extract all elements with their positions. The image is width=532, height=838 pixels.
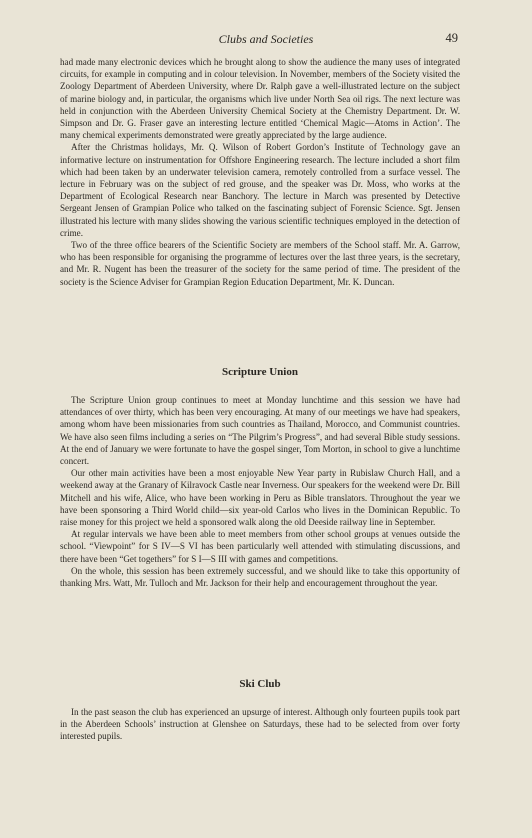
section-heading-ski-club: Ski Club bbox=[239, 678, 281, 690]
paragraph: had made many electronic devices which he brought along to show the audience the many uses of integrated circuits, for example in computing and in colour television. In November, members of the Society visited the Zoology Department of Aberdeen University, where Dr. Ralph gave a well-illustrated lecture on the subject of marine biology and, in particular, the organisms which live under North Sea oil rigs. The next lecture was held in conjunction with the Aberdeen University Chemical Society at the Chemistry Department. Dr. W. Simpson and Dr. G. Fraser gave an interesting lecture entitled ‘Chemical Magic—Atoms in Action’. The many chemical experiments demonstrated were greatly appreciated by the large audience. bbox=[60, 57, 460, 141]
paragraph: Our other main activities have been a most enjoyable New Year party in Rubislaw Church Hall, and a weekend away at the Granary of Kilravock Castle near Inverness. Our speakers for the weekend were Dr. Bill Mitchell and his wife, Alice, who have been working in Peru as Bible translators. Throughout the year we have been sponsoring a Third World child—six year-old Carlos who lives in the Dominican Republic. To raise money for this project we held a sponsored walk along the old Deeside railway line in September. bbox=[60, 468, 460, 528]
ski-club-section bbox=[60, 706, 460, 743]
scientific-society-section bbox=[60, 56, 460, 288]
page-content bbox=[60, 56, 460, 742]
paragraph: Two of the three office bearers of the Scientific Society are members of the School staff. Mr. A. Garrow, who has been responsible for organising the programme of lectures over the last three years, is the secretary, and Mr. R. Nugent has been the treasurer of the society for the same period of time. The president of the society is the Science Adviser for Grampian Region Education Department, Mr. K. Duncan. bbox=[60, 240, 460, 287]
paragraph: At regular intervals we have been able to meet members from other school groups at venues outside the school. “Viewpoint” for S IV—S VI has been particularly well attended with stimulating discussions, and there have been “Get togethers” for S I—S III with games and competitions. bbox=[60, 529, 460, 564]
paragraph: In the past season the club has experienced an upsurge of interest. Although only fourteen pupils took part in the Aberdeen Schools’ instruction at Glenshee on Saturdays, these had to be selected from over forty interested pupils. bbox=[60, 707, 460, 742]
scripture-union-section bbox=[60, 394, 460, 589]
paragraph: The Scripture Union group continues to meet at Monday lunchtime and this session we have had attendances of over thirty, which has been very encouraging. At many of our meetings we have had speakers, among whom have been missionaries from such countries as Thailand, Morocco, and Communist countries. We have also seen films including a series on “The Pilgrim’s Progress”, and had several Bible study sessions. At the end of January we were fortunate to have the gospel singer, Tom Morton, in school to give a lunchtime concert. bbox=[60, 395, 460, 467]
page-number: 49 bbox=[445, 31, 458, 45]
running-title: Clubs and Societies bbox=[218, 32, 314, 46]
paragraph: On the whole, this session has been extremely successful, and we should like to take this opportunity of thanking Mrs. Watt, Mr. Tulloch and Mr. Jackson for their help and encouragement throughout the year. bbox=[60, 565, 460, 589]
paragraph: After the Christmas holidays, Mr. Q. Wilson of Robert Gordon’s Institute of Technology gave an informative lecture on instrumentation for Offshore Engineering research. The lecture included a short film which had been taken by an underwater television camera, remotely controlled from a surface vessel. The lecture in February was on the subject of red grouse, and the speaker was Dr. Moss, who works at the Department of Ecological Research near Banchory. The lecture in March was presented by Detective Sergeant Jensen of Grampian Police who talked on the fascinating subject of Forensic Science. Sgt. Jensen illustrated his lecture with many slides showing the various scientific techniques employed in the detection of crime. bbox=[60, 142, 460, 238]
section-heading-scripture-union: Scripture Union bbox=[222, 366, 298, 378]
